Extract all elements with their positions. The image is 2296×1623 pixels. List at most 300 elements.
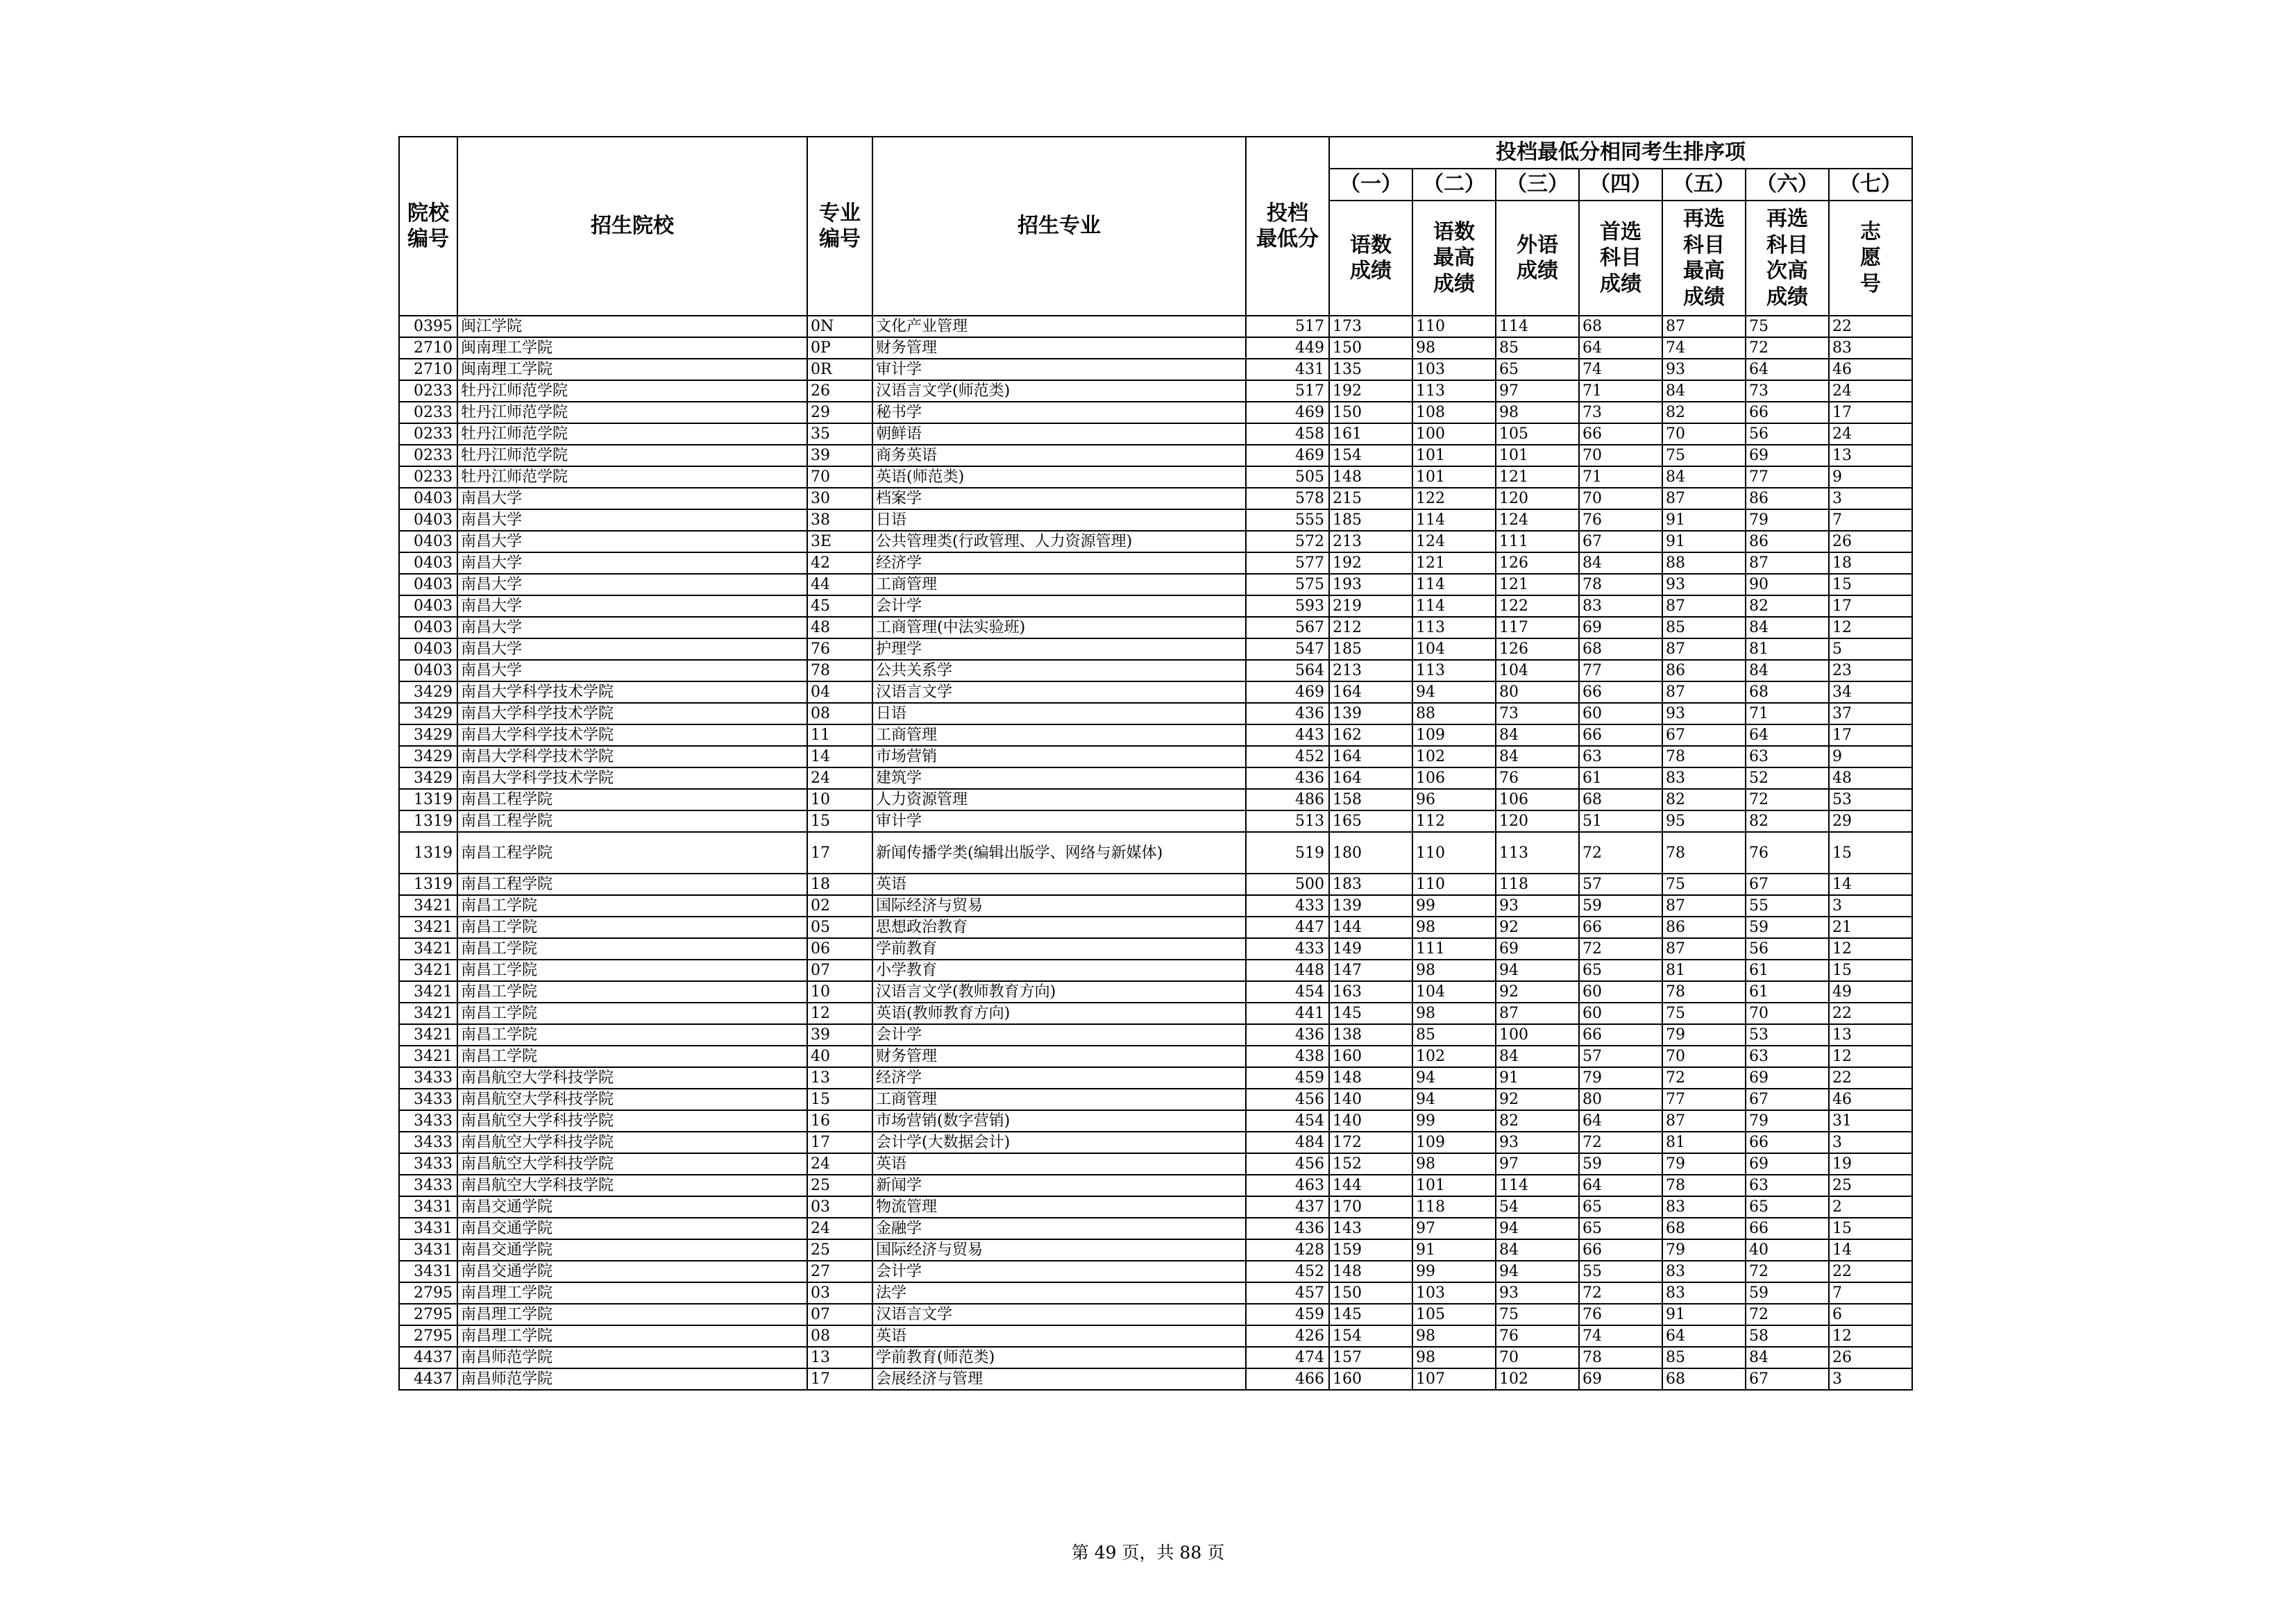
cell-rank-7: 13 — [1829, 445, 1912, 466]
cell-rank-1: 192 — [1329, 552, 1412, 574]
table-body — [399, 316, 1912, 1390]
cell-rank-3: 93 — [1496, 1282, 1579, 1304]
cell-rank-6: 64 — [1746, 724, 1829, 746]
cell-rank-3: 85 — [1496, 337, 1579, 359]
cell-min-score: 459 — [1246, 1067, 1329, 1089]
cell-rank-6: 66 — [1746, 1132, 1829, 1153]
header-order-7: （七） — [1829, 169, 1912, 201]
cell-rank-7: 15 — [1829, 574, 1912, 595]
cell-major-code: 24 — [807, 1218, 872, 1239]
cell-rank-2: 104 — [1412, 638, 1496, 660]
cell-major-code: 0R — [807, 359, 872, 380]
cell-school: 南昌交通学院 — [457, 1196, 807, 1218]
cell-school: 南昌大学 — [457, 531, 807, 552]
cell-rank-3: 54 — [1496, 1196, 1579, 1218]
cell-rank-6: 72 — [1746, 337, 1829, 359]
cell-major-code: 38 — [807, 509, 872, 531]
cell-rank-1: 159 — [1329, 1239, 1412, 1261]
cell-rank-2: 96 — [1412, 789, 1496, 810]
cell-school: 南昌大学 — [457, 488, 807, 509]
cell-rank-6: 58 — [1746, 1325, 1829, 1347]
cell-rank-4: 68 — [1579, 789, 1662, 810]
cell-rank-3: 114 — [1496, 316, 1579, 337]
cell-rank-5: 91 — [1662, 509, 1746, 531]
cell-rank-2: 88 — [1412, 703, 1496, 724]
cell-rank-7: 48 — [1829, 767, 1912, 789]
cell-rank-4: 60 — [1579, 1003, 1662, 1024]
cell-rank-1: 213 — [1329, 660, 1412, 681]
cell-rank-1: 148 — [1329, 1067, 1412, 1089]
cell-major: 人力资源管理 — [872, 789, 1246, 810]
cell-rank-4: 71 — [1579, 380, 1662, 402]
cell-rank-3: 80 — [1496, 681, 1579, 703]
cell-major: 公共管理类(行政管理、人力资源管理) — [872, 531, 1246, 552]
cell-min-score: 567 — [1246, 617, 1329, 638]
cell-rank-6: 61 — [1746, 981, 1829, 1003]
cell-rank-6: 40 — [1746, 1239, 1829, 1261]
cell-rank-3: 113 — [1496, 832, 1579, 874]
cell-rank-5: 87 — [1662, 895, 1746, 917]
cell-major: 商务英语 — [872, 445, 1246, 466]
cell-rank-4: 76 — [1579, 1304, 1662, 1325]
cell-rank-6: 76 — [1746, 832, 1829, 874]
cell-school: 南昌理工学院 — [457, 1304, 807, 1325]
cell-school: 南昌航空大学科技学院 — [457, 1067, 807, 1089]
cell-rank-5: 81 — [1662, 1132, 1746, 1153]
cell-min-score: 459 — [1246, 1304, 1329, 1325]
cell-rank-4: 78 — [1579, 1347, 1662, 1368]
cell-rank-3: 69 — [1496, 938, 1579, 960]
cell-rank-4: 67 — [1579, 531, 1662, 552]
cell-rank-5: 78 — [1662, 746, 1746, 767]
table-row — [399, 509, 1912, 531]
table-row — [399, 1132, 1912, 1153]
cell-rank-3: 76 — [1496, 767, 1579, 789]
header-order-1: （一） — [1329, 169, 1412, 201]
cell-rank-7: 37 — [1829, 703, 1912, 724]
table-row — [399, 746, 1912, 767]
cell-rank-4: 70 — [1579, 445, 1662, 466]
cell-rank-5: 75 — [1662, 874, 1746, 895]
cell-rank-3: 120 — [1496, 810, 1579, 832]
cell-major-code: 16 — [807, 1110, 872, 1132]
cell-rank-6: 81 — [1746, 638, 1829, 660]
cell-rank-1: 180 — [1329, 832, 1412, 874]
cell-rank-7: 17 — [1829, 595, 1912, 617]
cell-school: 南昌航空大学科技学院 — [457, 1132, 807, 1153]
cell-rank-4: 66 — [1579, 724, 1662, 746]
cell-major: 汉语言文学 — [872, 1304, 1246, 1325]
cell-rank-3: 102 — [1496, 1368, 1579, 1390]
cell-major: 朝鲜语 — [872, 423, 1246, 445]
header-criterion-6: 再选 科目 次高 成绩 — [1746, 201, 1829, 316]
cell-rank-7: 25 — [1829, 1175, 1912, 1196]
cell-rank-3: 92 — [1496, 981, 1579, 1003]
table-row — [399, 488, 1912, 509]
cell-min-score: 456 — [1246, 1089, 1329, 1110]
cell-rank-7: 21 — [1829, 917, 1912, 938]
header-criterion-1: 语数 成绩 — [1329, 201, 1412, 316]
cell-rank-2: 104 — [1412, 981, 1496, 1003]
cell-rank-6: 73 — [1746, 380, 1829, 402]
cell-min-score: 469 — [1246, 681, 1329, 703]
cell-rank-1: 150 — [1329, 337, 1412, 359]
cell-school-code: 3433 — [399, 1175, 457, 1196]
cell-school-code: 2710 — [399, 337, 457, 359]
cell-rank-3: 121 — [1496, 574, 1579, 595]
cell-min-score: 438 — [1246, 1046, 1329, 1067]
cell-min-score: 547 — [1246, 638, 1329, 660]
cell-rank-7: 13 — [1829, 1024, 1912, 1046]
cell-rank-6: 59 — [1746, 917, 1829, 938]
table-row — [399, 724, 1912, 746]
cell-rank-1: 154 — [1329, 445, 1412, 466]
cell-school-code: 0403 — [399, 595, 457, 617]
cell-school-code: 3421 — [399, 981, 457, 1003]
cell-rank-6: 90 — [1746, 574, 1829, 595]
cell-rank-4: 71 — [1579, 466, 1662, 488]
cell-rank-1: 163 — [1329, 981, 1412, 1003]
cell-major: 学前教育(师范类) — [872, 1347, 1246, 1368]
cell-rank-4: 79 — [1579, 1067, 1662, 1089]
cell-major: 工商管理(中法实验班) — [872, 617, 1246, 638]
cell-rank-3: 75 — [1496, 1304, 1579, 1325]
header-criterion-7: 志 愿 号 — [1829, 201, 1912, 316]
cell-school: 南昌大学科学技术学院 — [457, 724, 807, 746]
cell-rank-2: 99 — [1412, 895, 1496, 917]
cell-major: 审计学 — [872, 810, 1246, 832]
cell-min-score: 469 — [1246, 445, 1329, 466]
cell-rank-6: 72 — [1746, 789, 1829, 810]
cell-school: 闽南理工学院 — [457, 337, 807, 359]
cell-rank-5: 84 — [1662, 466, 1746, 488]
cell-rank-5: 78 — [1662, 832, 1746, 874]
cell-rank-7: 12 — [1829, 1325, 1912, 1347]
cell-rank-7: 22 — [1829, 1261, 1912, 1282]
cell-major-code: 15 — [807, 810, 872, 832]
cell-major: 日语 — [872, 703, 1246, 724]
cell-rank-1: 154 — [1329, 1325, 1412, 1347]
cell-min-score: 505 — [1246, 466, 1329, 488]
cell-rank-4: 74 — [1579, 359, 1662, 380]
cell-rank-1: 140 — [1329, 1089, 1412, 1110]
cell-school-code: 0233 — [399, 423, 457, 445]
cell-rank-6: 56 — [1746, 938, 1829, 960]
admission-score-table — [398, 136, 1913, 1391]
cell-major-code: 70 — [807, 466, 872, 488]
cell-rank-1: 158 — [1329, 789, 1412, 810]
cell-rank-5: 83 — [1662, 767, 1746, 789]
cell-rank-5: 70 — [1662, 423, 1746, 445]
cell-rank-7: 49 — [1829, 981, 1912, 1003]
cell-rank-4: 69 — [1579, 1368, 1662, 1390]
cell-major-code: 78 — [807, 660, 872, 681]
table-row — [399, 832, 1912, 874]
cell-school: 南昌工学院 — [457, 1003, 807, 1024]
cell-min-score: 436 — [1246, 1024, 1329, 1046]
cell-school: 南昌工程学院 — [457, 789, 807, 810]
cell-rank-4: 64 — [1579, 337, 1662, 359]
cell-rank-2: 98 — [1412, 960, 1496, 981]
cell-major-code: 17 — [807, 1132, 872, 1153]
cell-major-code: 0P — [807, 337, 872, 359]
cell-rank-2: 97 — [1412, 1218, 1496, 1239]
cell-school-code: 3431 — [399, 1218, 457, 1239]
cell-school: 南昌工学院 — [457, 981, 807, 1003]
cell-school-code: 0403 — [399, 574, 457, 595]
cell-min-score: 428 — [1246, 1239, 1329, 1261]
cell-school-code: 0403 — [399, 617, 457, 638]
cell-major: 会展经济与管理 — [872, 1368, 1246, 1390]
cell-rank-7: 29 — [1829, 810, 1912, 832]
cell-school: 南昌航空大学科技学院 — [457, 1153, 807, 1175]
cell-school: 牡丹江师范学院 — [457, 466, 807, 488]
cell-rank-5: 72 — [1662, 1067, 1746, 1089]
cell-school: 南昌工学院 — [457, 960, 807, 981]
cell-major-code: 35 — [807, 423, 872, 445]
cell-min-score: 454 — [1246, 981, 1329, 1003]
table-row — [399, 1024, 1912, 1046]
cell-rank-1: 185 — [1329, 638, 1412, 660]
cell-major-code: 07 — [807, 1304, 872, 1325]
cell-rank-5: 85 — [1662, 617, 1746, 638]
cell-rank-6: 86 — [1746, 488, 1829, 509]
cell-rank-6: 69 — [1746, 445, 1829, 466]
cell-school-code: 0403 — [399, 638, 457, 660]
cell-min-score: 452 — [1246, 1261, 1329, 1282]
cell-rank-1: 157 — [1329, 1347, 1412, 1368]
cell-rank-4: 55 — [1579, 1261, 1662, 1282]
cell-rank-3: 98 — [1496, 402, 1579, 423]
cell-rank-7: 46 — [1829, 1089, 1912, 1110]
table-row — [399, 1261, 1912, 1282]
cell-min-score: 457 — [1246, 1282, 1329, 1304]
cell-rank-7: 3 — [1829, 488, 1912, 509]
cell-rank-1: 145 — [1329, 1003, 1412, 1024]
cell-major-code: 25 — [807, 1175, 872, 1196]
cell-rank-6: 59 — [1746, 1282, 1829, 1304]
cell-rank-4: 68 — [1579, 316, 1662, 337]
header-order-2: （二） — [1412, 169, 1496, 201]
cell-rank-4: 65 — [1579, 960, 1662, 981]
cell-rank-1: 148 — [1329, 1261, 1412, 1282]
cell-rank-2: 101 — [1412, 445, 1496, 466]
cell-min-score: 433 — [1246, 938, 1329, 960]
cell-min-score: 458 — [1246, 423, 1329, 445]
cell-rank-1: 138 — [1329, 1024, 1412, 1046]
table-row — [399, 337, 1912, 359]
cell-major: 建筑学 — [872, 767, 1246, 789]
table-row — [399, 638, 1912, 660]
cell-rank-2: 91 — [1412, 1239, 1496, 1261]
cell-school: 南昌师范学院 — [457, 1347, 807, 1368]
cell-rank-3: 92 — [1496, 1089, 1579, 1110]
cell-rank-4: 60 — [1579, 703, 1662, 724]
cell-rank-3: 93 — [1496, 1132, 1579, 1153]
cell-min-score: 578 — [1246, 488, 1329, 509]
cell-rank-4: 72 — [1579, 938, 1662, 960]
cell-rank-4: 77 — [1579, 660, 1662, 681]
cell-rank-3: 121 — [1496, 466, 1579, 488]
cell-rank-1: 139 — [1329, 895, 1412, 917]
cell-rank-2: 107 — [1412, 1368, 1496, 1390]
table-row — [399, 359, 1912, 380]
cell-school: 南昌大学科学技术学院 — [457, 746, 807, 767]
cell-rank-3: 84 — [1496, 1046, 1579, 1067]
cell-rank-7: 26 — [1829, 531, 1912, 552]
cell-rank-1: 165 — [1329, 810, 1412, 832]
cell-major-code: 17 — [807, 832, 872, 874]
cell-min-score: 577 — [1246, 552, 1329, 574]
cell-rank-5: 87 — [1662, 1110, 1746, 1132]
cell-rank-1: 147 — [1329, 960, 1412, 981]
cell-school: 牡丹江师范学院 — [457, 445, 807, 466]
cell-rank-5: 82 — [1662, 789, 1746, 810]
cell-rank-2: 122 — [1412, 488, 1496, 509]
cell-school: 闽江学院 — [457, 316, 807, 337]
cell-rank-2: 110 — [1412, 316, 1496, 337]
cell-rank-4: 59 — [1579, 1153, 1662, 1175]
cell-major-code: 24 — [807, 767, 872, 789]
cell-school: 南昌大学 — [457, 638, 807, 660]
cell-min-score: 466 — [1246, 1368, 1329, 1390]
cell-major-code: 12 — [807, 1003, 872, 1024]
header-order-4: （四） — [1579, 169, 1662, 201]
cell-rank-7: 14 — [1829, 874, 1912, 895]
table-row — [399, 1067, 1912, 1089]
cell-school: 南昌航空大学科技学院 — [457, 1175, 807, 1196]
cell-rank-5: 93 — [1662, 703, 1746, 724]
table-row — [399, 1282, 1912, 1304]
cell-rank-5: 67 — [1662, 724, 1746, 746]
cell-rank-5: 64 — [1662, 1325, 1746, 1347]
table-row — [399, 1196, 1912, 1218]
cell-rank-2: 118 — [1412, 1196, 1496, 1218]
cell-rank-4: 65 — [1579, 1196, 1662, 1218]
cell-school: 南昌大学科学技术学院 — [457, 703, 807, 724]
cell-rank-7: 3 — [1829, 1368, 1912, 1390]
cell-rank-6: 63 — [1746, 1175, 1829, 1196]
cell-min-score: 555 — [1246, 509, 1329, 531]
cell-rank-2: 98 — [1412, 1347, 1496, 1368]
cell-school-code: 3421 — [399, 1024, 457, 1046]
cell-rank-6: 79 — [1746, 509, 1829, 531]
cell-rank-5: 93 — [1662, 574, 1746, 595]
table-row — [399, 1368, 1912, 1390]
cell-rank-6: 61 — [1746, 960, 1829, 981]
cell-school-code: 3429 — [399, 746, 457, 767]
cell-major-code: 10 — [807, 981, 872, 1003]
cell-rank-6: 82 — [1746, 595, 1829, 617]
cell-rank-6: 64 — [1746, 359, 1829, 380]
cell-major-code: 08 — [807, 703, 872, 724]
cell-school: 南昌工程学院 — [457, 810, 807, 832]
cell-rank-3: 126 — [1496, 638, 1579, 660]
cell-rank-6: 82 — [1746, 810, 1829, 832]
cell-rank-5: 93 — [1662, 359, 1746, 380]
header-criterion-2: 语数 最高 成绩 — [1412, 201, 1496, 316]
cell-school: 南昌工学院 — [457, 917, 807, 938]
cell-major: 会计学 — [872, 1024, 1246, 1046]
cell-rank-7: 19 — [1829, 1153, 1912, 1175]
cell-rank-7: 12 — [1829, 617, 1912, 638]
cell-school-code: 4437 — [399, 1368, 457, 1390]
cell-major-code: 08 — [807, 1325, 872, 1347]
cell-rank-2: 114 — [1412, 574, 1496, 595]
cell-rank-6: 87 — [1746, 552, 1829, 574]
cell-rank-7: 6 — [1829, 1304, 1912, 1325]
cell-major-code: 05 — [807, 917, 872, 938]
cell-rank-4: 69 — [1579, 617, 1662, 638]
page-number: 第 49 页，共 88 页 — [1071, 1543, 1225, 1563]
table-row — [399, 1046, 1912, 1067]
cell-rank-2: 114 — [1412, 595, 1496, 617]
cell-school-code: 3433 — [399, 1067, 457, 1089]
cell-major: 经济学 — [872, 1067, 1246, 1089]
cell-rank-7: 46 — [1829, 359, 1912, 380]
cell-rank-3: 104 — [1496, 660, 1579, 681]
cell-major: 工商管理 — [872, 1089, 1246, 1110]
cell-rank-6: 55 — [1746, 895, 1829, 917]
cell-rank-2: 109 — [1412, 1132, 1496, 1153]
cell-min-score: 441 — [1246, 1003, 1329, 1024]
cell-major-code: 04 — [807, 681, 872, 703]
cell-rank-3: 82 — [1496, 1110, 1579, 1132]
header-school-code: 院校 编号 — [399, 137, 457, 316]
cell-rank-2: 105 — [1412, 1304, 1496, 1325]
cell-rank-1: 160 — [1329, 1368, 1412, 1390]
cell-rank-6: 79 — [1746, 1110, 1829, 1132]
cell-rank-2: 109 — [1412, 724, 1496, 746]
cell-school-code: 1319 — [399, 832, 457, 874]
cell-school: 南昌大学 — [457, 509, 807, 531]
cell-rank-7: 15 — [1829, 1218, 1912, 1239]
cell-rank-1: 164 — [1329, 767, 1412, 789]
cell-school: 南昌大学科学技术学院 — [457, 767, 807, 789]
header-order-3: （三） — [1496, 169, 1579, 201]
cell-major: 市场营销 — [872, 746, 1246, 767]
cell-major-code: 26 — [807, 380, 872, 402]
cell-school-code: 2795 — [399, 1325, 457, 1347]
cell-rank-1: 219 — [1329, 595, 1412, 617]
cell-major-code: 17 — [807, 1368, 872, 1390]
cell-rank-4: 80 — [1579, 1089, 1662, 1110]
cell-rank-4: 65 — [1579, 1218, 1662, 1239]
cell-major: 新闻学 — [872, 1175, 1246, 1196]
cell-school-code: 0395 — [399, 316, 457, 337]
cell-rank-3: 126 — [1496, 552, 1579, 574]
cell-school-code: 2710 — [399, 359, 457, 380]
cell-major-code: 45 — [807, 595, 872, 617]
table-row — [399, 1110, 1912, 1132]
cell-rank-1: 160 — [1329, 1046, 1412, 1067]
cell-rank-7: 12 — [1829, 1046, 1912, 1067]
cell-rank-4: 66 — [1579, 1239, 1662, 1261]
cell-rank-2: 113 — [1412, 660, 1496, 681]
cell-rank-1: 185 — [1329, 509, 1412, 531]
header-criterion-4: 首选 科目 成绩 — [1579, 201, 1662, 316]
cell-rank-6: 65 — [1746, 1196, 1829, 1218]
cell-rank-3: 70 — [1496, 1347, 1579, 1368]
cell-min-score: 519 — [1246, 832, 1329, 874]
cell-major-code: 42 — [807, 552, 872, 574]
cell-rank-5: 77 — [1662, 1089, 1746, 1110]
cell-rank-7: 17 — [1829, 402, 1912, 423]
cell-major-code: 14 — [807, 746, 872, 767]
table-row — [399, 960, 1912, 981]
cell-major-code: 30 — [807, 488, 872, 509]
cell-rank-2: 98 — [1412, 917, 1496, 938]
